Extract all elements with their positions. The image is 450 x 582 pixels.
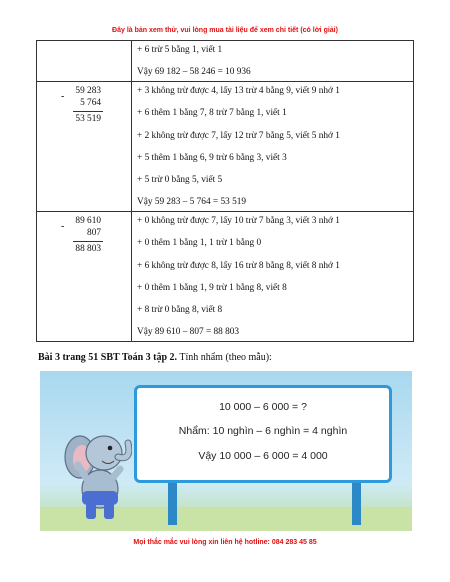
explanation-cell bbox=[132, 41, 414, 82]
table-row bbox=[37, 41, 414, 82]
minus-sign: - bbox=[61, 221, 65, 233]
minuend: 89 610 bbox=[75, 216, 101, 227]
exercise-instruction: Tính nhẩm (theo mẫu): bbox=[177, 352, 272, 363]
board-line-3: Vậy 10 000 – 6 000 = 4 000 bbox=[198, 450, 328, 462]
result-line bbox=[73, 241, 103, 242]
board-line-1: 10 000 – 6 000 = ? bbox=[219, 401, 307, 413]
elephant-icon bbox=[48, 421, 132, 525]
calc-cell bbox=[37, 41, 132, 82]
step-line: + 6 trừ 5 bằng 1, viết 1 bbox=[137, 45, 223, 55]
board-post-right bbox=[352, 481, 361, 525]
subtrahend: 5 764 bbox=[80, 98, 101, 109]
explanation-cell bbox=[132, 82, 414, 212]
explanation-cell bbox=[132, 212, 414, 342]
minus-sign: - bbox=[61, 91, 65, 103]
subtrahend: 807 bbox=[87, 228, 101, 239]
column-subtraction bbox=[37, 212, 131, 272]
step-line: + 6 thêm 1 bằng 7, 8 trừ 7 bằng 1, viết 1 bbox=[137, 108, 287, 119]
example-board bbox=[134, 385, 392, 483]
calc-cell bbox=[37, 82, 132, 212]
conclusion-line: Vậy 89 610 – 807 = 88 803 bbox=[137, 327, 240, 338]
board-line-2: Nhẩm: 10 nghìn – 6 nghìn = 4 nghìn bbox=[178, 425, 348, 437]
conclusion-line: Vậy 59 283 – 5 764 = 53 519 bbox=[137, 197, 247, 208]
column-subtraction bbox=[37, 82, 131, 142]
example-illustration bbox=[40, 371, 412, 531]
step-line: + 0 thêm 1 bằng 1, 9 trừ 1 bằng 8, viết 8 bbox=[137, 282, 287, 293]
header-notice: Đây là bản xem thử, vui lòng mua tài liệu để xem chi tiết (có lời giải) bbox=[112, 27, 338, 34]
step-line: + 6 không trừ được 8, lấy 16 trừ 8 bằng 8, viết 8 nhớ 1 bbox=[137, 260, 340, 271]
difference: 88 803 bbox=[75, 244, 101, 255]
step-line: + 0 thêm 1 bằng 1, 1 trừ 1 bằng 0 bbox=[137, 238, 262, 249]
step-line: + 0 không trừ được 7, lấy 10 trừ 7 bằng 3, viết 3 nhớ 1 bbox=[137, 216, 340, 227]
footer-notice: Mọi thắc mắc vui lòng xin liên hệ hotline: 084 283 45 85 bbox=[133, 539, 317, 546]
result-line bbox=[73, 111, 103, 112]
step-line: + 5 thêm 1 bằng 6, 9 trừ 6 bằng 3, viết 3 bbox=[137, 152, 287, 163]
minuend: 59 283 bbox=[75, 86, 101, 97]
table-row bbox=[37, 212, 414, 342]
solution-table bbox=[36, 40, 414, 342]
conclusion-line: Vậy 69 182 – 58 246 = 10 936 bbox=[137, 67, 251, 78]
step-line: + 2 không trừ được 7, lấy 12 trừ 7 bằng 5, viết 5 nhớ 1 bbox=[137, 130, 340, 141]
calc-cell bbox=[37, 212, 132, 342]
difference: 53 519 bbox=[75, 114, 101, 125]
step-line: + 8 trừ 0 bằng 8, viết 8 bbox=[137, 304, 223, 315]
table-row bbox=[37, 82, 414, 212]
step-line: + 3 không trừ được 4, lấy 13 trừ 4 bằng 9, viết 9 nhớ 1 bbox=[137, 86, 340, 97]
exercise-title: Bài 3 trang 51 SBT Toán 3 tập 2. bbox=[38, 352, 178, 363]
board-post-left bbox=[168, 481, 177, 525]
step-line: + 5 trừ 0 bằng 5, viết 5 bbox=[137, 174, 223, 185]
exercise-heading bbox=[38, 352, 272, 363]
